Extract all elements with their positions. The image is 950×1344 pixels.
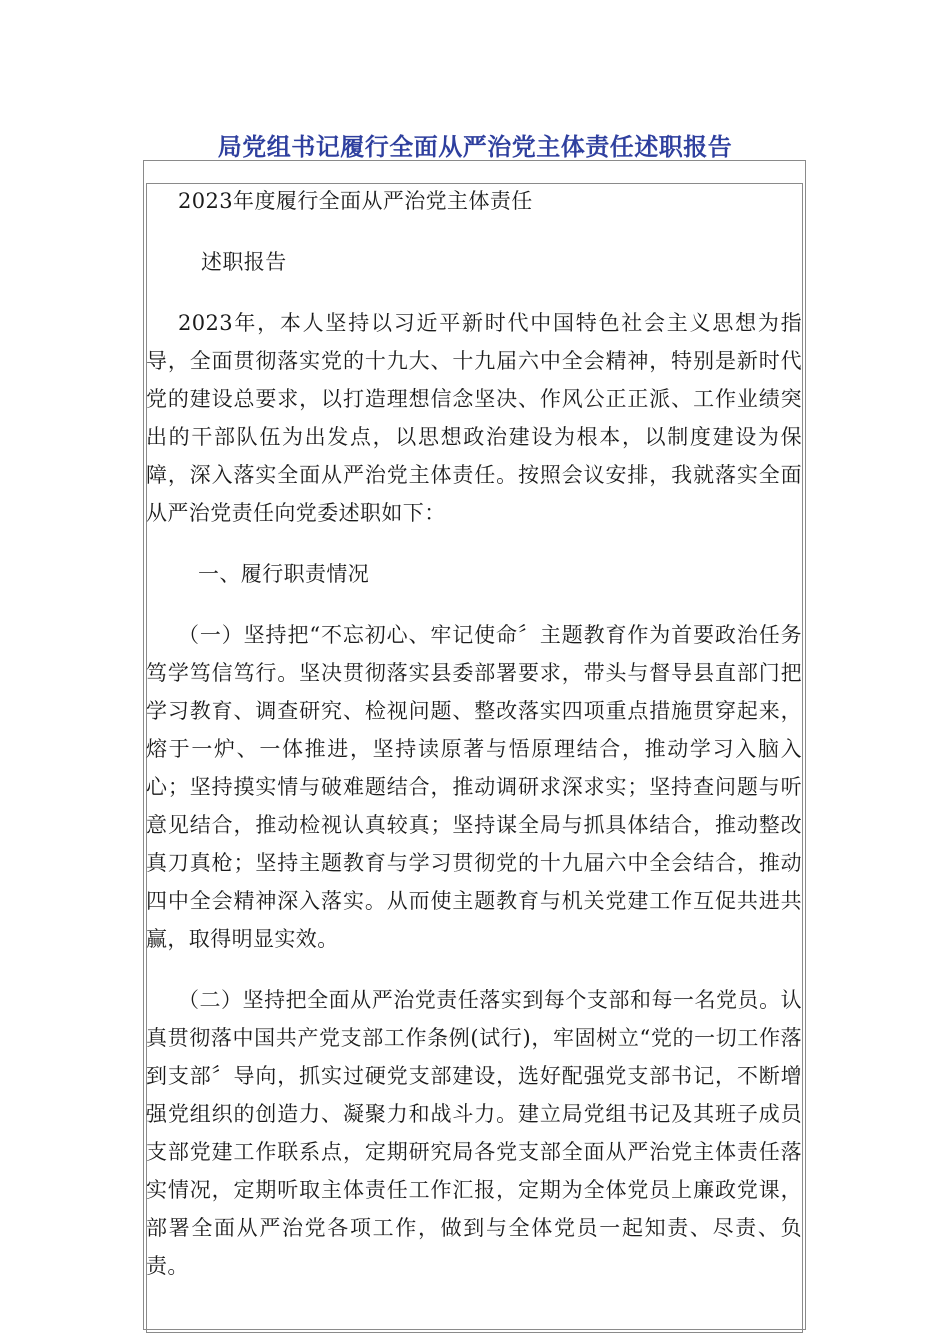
intro-paragraph: 2023年，本人坚持以习近平新时代中国特色社会主义思想为指导，全面贯彻落实党的十九大、十九届六中全会精神，特别是新时代党的建设总要求，以打造理想信念坚决、作风公正正派、工作业绩突出的干部队伍为出发点，以思想政治建设为根本，以制度建设为保障，深入落实全面从严治党主体责任。按照会议安排，我就落实全面从严治党责任向党委述职如下： bbox=[146, 311, 802, 525]
subtitle-line-2: 述职报告 bbox=[201, 250, 287, 274]
section-heading-1: 一、履行职责情况 bbox=[198, 562, 370, 586]
document-title: 局党组书记履行全面从严治党主体责任述职报告 bbox=[217, 133, 733, 161]
paragraph-1: （一）坚持把“不忘初心、牢记使命〞主题教育作为首要政治任务笃学笃信笃行。坚决贯彻落实县委部署要求，带头与督导县直部门把学习教育、调查研究、检视问题、整改落实四项重点措施贯穿起来，熔于一炉、一体推进，坚持读原著与悟原理结合，推动学习入脑入心；坚持摸实情与破难题结合，推动调研求深求实；坚持查问题与听意见结合，推动检视认真较真；坚持谋全局与抓具体结合，推动整改真刀真枪；坚持主题教育与学习贯彻党的十九届六中全会结合，推动四中全会精神深入落实。从而使主题教育与机关党建工作互促共进共赢，取得明显实效。 bbox=[146, 623, 802, 951]
paragraph-2: （二）坚持把全面从严治党责任落实到每个支部和每一名党员。认真贯彻落中国共产党支部工作条例(试行)，牢固树立“党的一切工作落到支部〞导向，抓实过硬党支部建设，选好配强党支部书记，不断增强党组织的创造力、凝聚力和战斗力。建立局党组书记及其班子成员支部党建工作联系点，定期研究局各党支部全面从严治党主体责任落实情况，定期听取主体责任工作汇报，定期为全体党员上廉政党课，部署全面从严治党各项工作，做到与全体党员一起知责、尽责、负责。 bbox=[146, 988, 802, 1278]
subtitle-line-1: 2023年度履行全面从严治党主体责任 bbox=[178, 189, 533, 213]
document-body bbox=[146, 182, 802, 1285]
